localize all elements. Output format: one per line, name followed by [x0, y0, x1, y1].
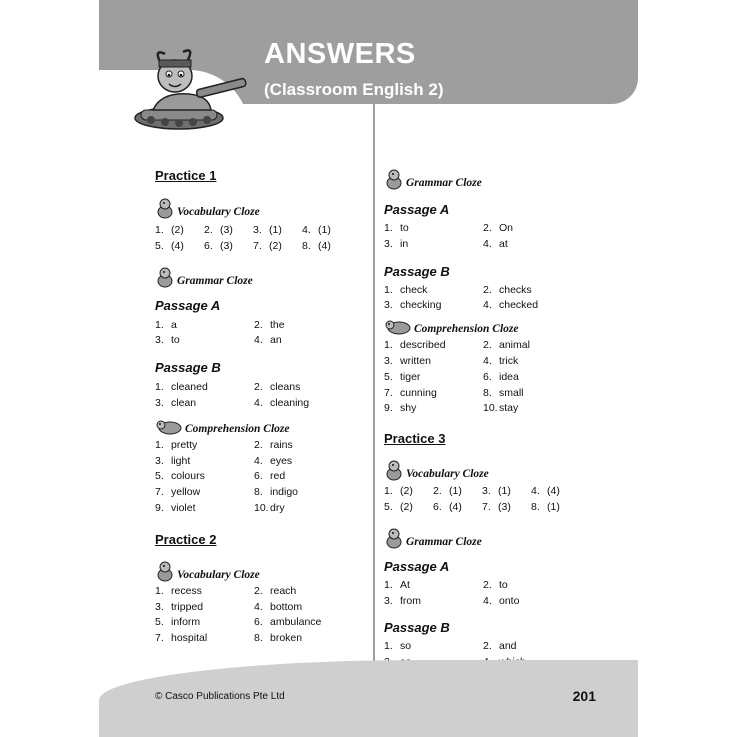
- answer-item: 6. ambulance: [254, 616, 322, 629]
- answer-item: 3. light: [155, 454, 191, 467]
- answer-item: 8. (1): [531, 500, 560, 513]
- answer-item: 4. bottom: [254, 600, 303, 613]
- answer-page: [99, 0, 638, 737]
- grammar-cloze-heading: [155, 268, 353, 288]
- comprehension-cloze-label: Comprehension Cloze: [414, 323, 519, 336]
- answer-item: 3. to: [155, 334, 180, 347]
- page-subtitle: (Classroom English 2): [264, 80, 444, 99]
- answer-item: 3. written: [384, 354, 431, 367]
- answer-item: 6. (3): [204, 239, 233, 252]
- answer-item: 2. reach: [254, 584, 297, 597]
- cartoon-animal-icon: [384, 527, 404, 549]
- answer-item: 3. from: [384, 594, 421, 607]
- goat-tank-mascot-icon: [131, 40, 251, 132]
- answer-item: 4. eyes: [254, 454, 293, 467]
- answer-item: 3. (1): [482, 485, 511, 498]
- answer-grid: [384, 338, 582, 417]
- comprehension-cloze-heading: [155, 416, 353, 436]
- answer-item: 7. (2): [253, 239, 282, 252]
- answer-item: 5. inform: [155, 616, 201, 629]
- answer-grid: [155, 438, 353, 517]
- answer-grid: [384, 484, 582, 516]
- column-divider: [373, 104, 375, 669]
- answer-grid: [155, 318, 353, 350]
- answer-item: 3. in: [384, 237, 409, 250]
- passage-a-heading: Passage A: [384, 558, 450, 574]
- answer-item: 2. (1): [433, 485, 462, 498]
- answer-item: 1. described: [384, 339, 446, 352]
- answer-item: 3. (1): [253, 224, 282, 236]
- answer-item: 3. checking: [384, 299, 442, 312]
- answer-item: 7. hospital: [155, 632, 208, 645]
- cartoon-animal-icon: [155, 197, 175, 219]
- answer-grid: [384, 283, 582, 315]
- answer-item: 1. a: [155, 318, 177, 331]
- answer-item: 10.dry: [254, 501, 285, 514]
- answer-item: 4. an: [254, 334, 282, 347]
- cartoon-animal-icon: [155, 266, 175, 288]
- passage-b-heading: Passage B: [155, 360, 221, 376]
- answer-item: 6. (4): [433, 500, 462, 513]
- comprehension-cloze-heading: [384, 316, 582, 336]
- answer-item: 4. trick: [483, 354, 519, 367]
- passage-a-heading: Passage A: [155, 297, 221, 313]
- answer-item: 2. (3): [204, 224, 233, 236]
- answer-item: 2. and: [483, 640, 517, 653]
- answer-item: 4. (1): [302, 224, 331, 236]
- copyright-text: © Casco Publications Pte Ltd: [155, 691, 285, 702]
- vocab-cloze-label: Vocabulary Cloze: [177, 568, 260, 581]
- answer-item: 1. At: [384, 578, 410, 591]
- answer-item: 7. (3): [482, 500, 511, 513]
- answer-item: 5. tiger: [384, 370, 421, 383]
- answer-item: 1. pretty: [155, 438, 198, 451]
- grammar-cloze-label: Grammar Cloze: [177, 274, 253, 287]
- cartoon-animal-icon: [384, 168, 404, 190]
- vocab-cloze-label: Vocabulary Cloze: [177, 206, 260, 218]
- answer-item: 10.stay: [483, 402, 519, 415]
- answer-item: 9. shy: [384, 402, 417, 415]
- answer-item: 2. to: [483, 578, 508, 591]
- answer-item: 3. clean: [155, 396, 197, 409]
- vocab-cloze-heading: [384, 461, 582, 481]
- answer-item: 1. (2): [384, 485, 413, 498]
- answer-item: 2. checks: [483, 283, 532, 296]
- cartoon-animal-icon: [384, 318, 412, 336]
- passage-a-heading: Passage A: [384, 202, 450, 217]
- right-column: [384, 170, 582, 671]
- left-column: [155, 168, 353, 647]
- answer-item: 6. idea: [483, 370, 519, 383]
- answer-item: 4. onto: [483, 594, 520, 607]
- answer-item: 1. (2): [155, 224, 184, 236]
- cartoon-animal-icon: [155, 418, 183, 436]
- passage-b-heading: Passage B: [384, 620, 450, 636]
- grammar-cloze-label: Grammar Cloze: [406, 177, 482, 189]
- cartoon-animal-icon: [384, 459, 404, 481]
- answer-item: 3. tripped: [155, 600, 204, 613]
- answer-item: 2. On: [483, 222, 514, 234]
- answer-item: 6. red: [254, 470, 286, 483]
- answer-item: 1. cleaned: [155, 381, 208, 394]
- practice-3-heading: Practice 3: [384, 431, 446, 447]
- vocab-cloze-heading: [155, 562, 353, 582]
- passage-b-heading: Passage B: [384, 263, 450, 279]
- practice-2-heading: Practice 2: [155, 531, 217, 547]
- answer-item: 8. indigo: [254, 486, 299, 499]
- comprehension-cloze-label: Comprehension Cloze: [185, 422, 290, 435]
- answer-item: 7. yellow: [155, 486, 201, 499]
- answer-item: 2. cleans: [254, 381, 301, 394]
- vocab-cloze-label: Vocabulary Cloze: [406, 468, 489, 481]
- answer-item: 1. recess: [155, 584, 202, 597]
- answer-item: 5. colours: [155, 470, 205, 483]
- answer-grid: [384, 221, 582, 253]
- answer-item: 1. check: [384, 283, 428, 296]
- answer-item: 2. the: [254, 318, 285, 331]
- grammar-cloze-heading: [384, 170, 582, 190]
- answer-grid: [155, 380, 353, 412]
- answer-item: 4. cleaning: [254, 396, 310, 409]
- page-number: 201: [572, 688, 596, 704]
- page-title: ANSWERS: [264, 38, 416, 70]
- practice-1-heading: Practice 1: [155, 168, 217, 183]
- answer-item: 4. (4): [531, 485, 560, 498]
- answer-item: 8. broken: [254, 632, 303, 645]
- vocab-cloze-heading: [155, 199, 353, 219]
- answer-item: 1. to: [384, 222, 409, 234]
- answer-item: 5. (4): [155, 239, 184, 252]
- answer-item: 8. (4): [302, 239, 331, 252]
- answer-item: 2. animal: [483, 339, 530, 352]
- answer-item: 2. rains: [254, 438, 293, 451]
- answer-grid: [155, 223, 353, 255]
- answer-grid: [384, 578, 582, 610]
- grammar-cloze-heading: [384, 529, 582, 549]
- answer-item: 7. cunning: [384, 386, 437, 399]
- answer-grid: [155, 584, 353, 647]
- answer-item: 8. small: [483, 386, 524, 399]
- answer-item: 4. checked: [483, 299, 539, 312]
- grammar-cloze-label: Grammar Cloze: [406, 535, 482, 548]
- answer-item: 5. (2): [384, 500, 413, 513]
- answer-item: 9. violet: [155, 501, 196, 514]
- answer-item: 4. at: [483, 237, 508, 250]
- cartoon-animal-icon: [155, 560, 175, 582]
- answer-item: 1. so: [384, 640, 412, 653]
